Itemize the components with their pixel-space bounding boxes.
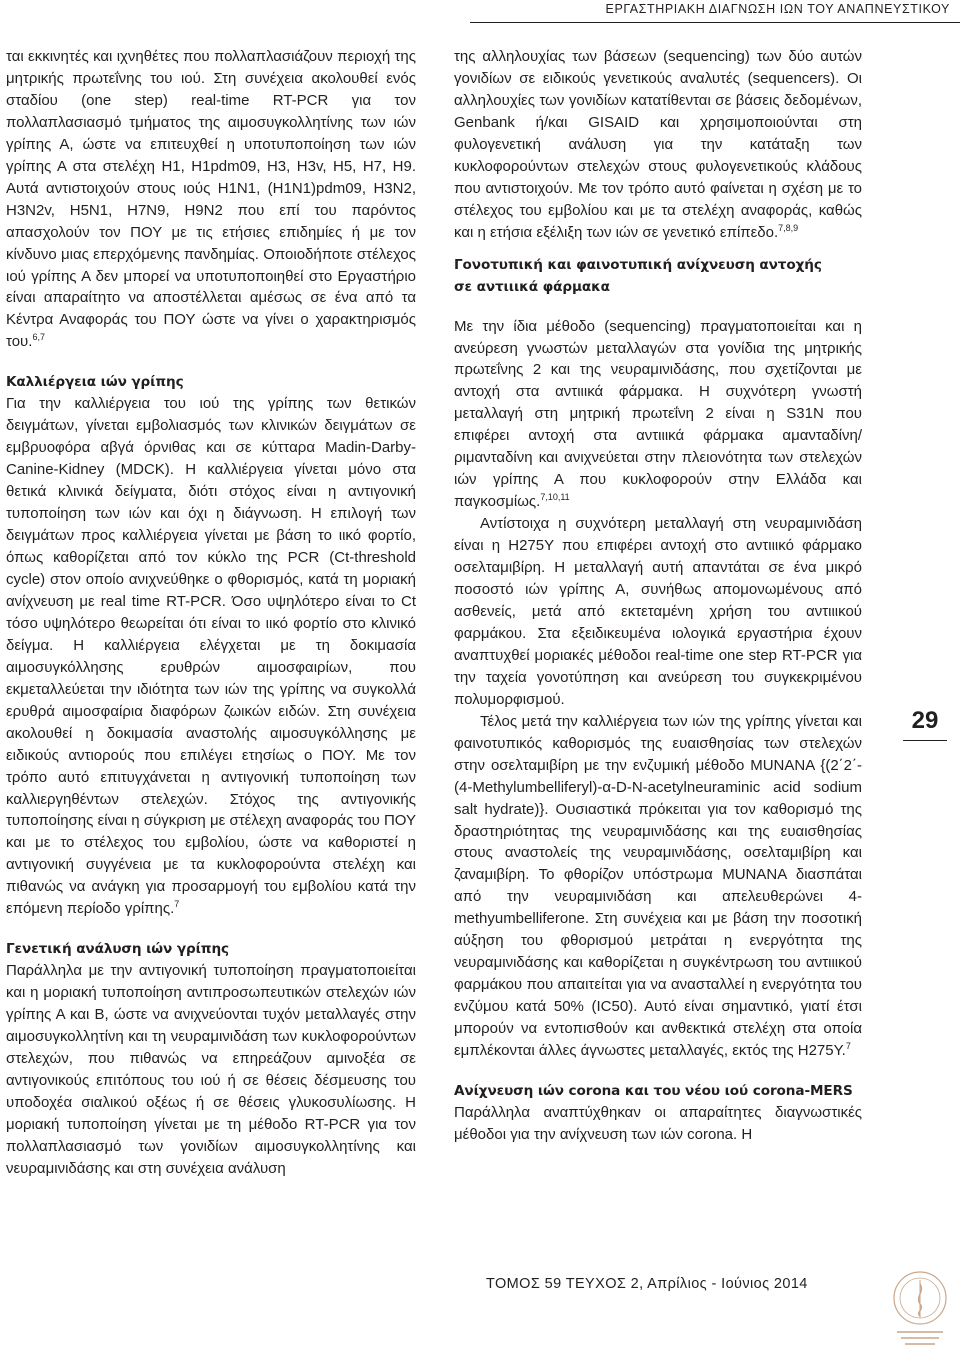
- heading-line: Γονοτυπική και φαινοτυπική ανίχνευση αντοχής: [454, 256, 822, 273]
- paragraph-text: της αλληλουχίας των βάσεων (sequencing) των δύο αυτών γονιδίων σε ειδικούς γενετικούς αναλυτές (sequencers). Οι αλληλουχίες των γονιδίων κατατίθενται σε βάσεις δεδομένων, Genbank ή/και GISAID και χρησιμοποιούνται στη φυλογενετική ανάλυση για την κατάταξη των κυκλοφορούντων στελεχών στους φυλογενετικούς κλάδους που αντιστοιχούν. Με τον τρόπο αυτό φαίνεται η σχέση με το στέλεχος του εμβολίου και με τα στελέχη αναφοράς, καθώς και η ετήσια εξέλιξη των ιών σε γενετικό επίπεδο.: [454, 48, 862, 241]
- running-title: ΕΡΓΑΣΤΗΡΙΑΚΗ ΔΙΑΓΝΩΣΗ ΙΩΝ ΤΟΥ ΑΝΑΠΝΕΥΣΤΙΚΟΥ: [470, 0, 960, 22]
- paragraph-text: Για την καλλιέργεια του ιού της γρίπης των θετικών δειγμάτων, γίνεται εμβολιασμός των κλινικών δειγμάτων σε εμβρυοφόρα αβγά όρνιθας και σε κύτταρα Madin-Darby-Canine-Kidney (MDCK). Η καλλιέργεια γίνεται μόνο στα θετικά κλινικά δείγματα, διότι στόχος είναι η αντιγονική τυποποίηση των ιών και όχι η διάγνωση. Η επιλογή των δειγμάτων προς καλλιέργεια γίνεται με βάση το ιικό φορτίο, όπως καθορίζεται από τον κύκλο της PCR (Ct-threshold cycle) στον οποίο ανιχνεύθηκε ο φθορισμός, κατά τη μοριακή ανίχνευση με real time RT-PCR. Όσο υψηλότερο είναι το Ct τόσο υψηλότερο θεωρείται ότι είναι το ιικό φορτίο στο κλινικό δείγμα. Η καλλιέργεια ελέγχεται με τη δοκιμασία αιμοσυγκόλλησης ερυθρών αιμοσφαιρίων, που εκμεταλλεύεται την ιδιότητα των ιών της γρίπης να συγκολλά ερυθρά αιμοσφαίρια διαφόρων ζωικών ειδών. Στη συνέχεια ακολουθεί η δοκιμασία αναστολής αιμοσυγκόλλησης με ειδικούς αντιορούς που επιλέγει ετησίως ο ΠΟΥ. Με τον τρόπο αυτό επιτυγχάνεται η αντιγονική τυποποίηση των καλλιεργηθέντων στελεχών. Στόχος της αντιγονικής τυποποίησης είναι η σύγκριση με στέλεχη αναφοράς του ΠΟΥ και με το στέλεχος του εμβολίου, ώστε να καθοριστεί η αντιγονική συγγένεια με τα κυκλοφορούντα στελέχη και πιθανώς να ανάγκη για προσαρμογή του εμβολίου κατά την επόμενη περίοδο γρίπης.: [6, 395, 416, 918]
- reference-number: 6,7: [32, 332, 45, 343]
- section-heading-culture: Καλλιέργεια ιών γρίπης: [6, 374, 184, 391]
- paragraph: [454, 316, 862, 514]
- reference-number: 7,8,9: [778, 222, 799, 233]
- footer-issue: ΤΟΜΟΣ 59 ΤΕΥΧΟΣ 2, Απρίλιος - Ιούνιος 2014: [486, 1276, 808, 1292]
- left-column: [6, 46, 416, 1180]
- paragraph: [454, 46, 862, 244]
- paragraph: [6, 393, 416, 920]
- heading-line: σε αντιιικά φάρμακα: [454, 278, 610, 295]
- paragraph: Παράλληλα αναπτύχθηκαν οι απαραίτητες διαγνωστικές μέθοδοι για την ανίχνευση των ιών corona. Η: [454, 1103, 862, 1143]
- paragraph-text: ται εκκινητές και ιχνηθέτες που πολλαπλασιάζουν περιοχή της μητρικής πρωτεΐνης του ιού. Στη συνέχεια ακολουθεί ενός σταδίου (one step) real-time RT-PCR για τον πολλαπλασιασμό τμήματος της αιμοσυγκολλητίνης των ιών γρίπης Α, ώστε να επιτευχθεί η υποτυποποίηση των ιών γρίπης Α στα στελέχη Η1, H1pdm09, Η3, Η3v, Η5, Η7, Η9. Αυτά αντιστοιχούν στους ιούς Η1Ν1, (Η1Ν1)pdm09, Η3Ν2, Η3Ν2v, Η5Ν1, Η7Ν9, Η9Ν2 που επί του παρόντος απασχολούν τον ΠΟΥ με τις ετήσιες επιδημίες ή με τον κίνδυνο μιας επερχόμενης πανδημίας. Οποιοδήποτε στέλεχος ιού γρίπης Α δεν μπορεί να υποτυποποιηθεί στο Εργαστήριο είναι απαραίτητο να αποστέλλεται αμέσως σε ένα από τα Κέντρα Αναφοράς του ΠΟΥ ώστε να γίνει ο χαρακτηρισμός του.: [6, 48, 416, 351]
- paragraph-text: Τέλος μετά την καλλιέργεια των ιών της γρίπης γίνεται και φαινοτυπικός καθορισμός της ευαισθησίας των στελεχών στην οσελταμιβίρη με την ενζυμική μέθοδο MUNANA {(2΄2΄-(4-Methylumbelliferyl)-α-D-N-acetylneuraminic acid sodium salt hydrate)}. Ουσιαστικά πρόκειται για τον καθορισμό της δραστηριότητας της νευραμινιδάσης και της ευαισθησίας στους αναστολείς της νευραμινιδάσης, οσελταμιβίρη και ζαναμιβίρη. Το φθορίζον υπόστρωμα MUNANA διασπάται από την νευραμινιδάση και απελευθερώνει 4-methyumbelliferone. Στη συνέχεια και με βάση την ποσοτική αύξηση του φθορισμού μετράται η ενεργότητα της νευραμινιδάσης και καθορίζεται η συγκέντρωση του αντιιικού φαρμάκου που απαιτείται για να ανασταλλεί η ενεργότητα του ενζύμου κατά 50% (IC50). Αυτό είναι σημαντικό, γιατί έτσι μπορούν να εντοπισθούν και ανθεκτικά στελέχη στα οποία εμπλέκονται άλλες άγνωστες μεταλλαγές, εκτός της H275Y.: [454, 712, 862, 1060]
- society-logo-icon: [885, 1266, 955, 1356]
- section-heading-genetic: Γενετική ανάλυση ιών γρίπης: [6, 941, 229, 958]
- paragraph-text: Με την ίδια μέθοδο (sequencing) πραγματοποιείται και η ανεύρεση γνωστών μεταλλαγών στα γονίδια της μητρικής πρωτεΐνης 2 και της νευραμινιδάσης, που σχετίζονται με αντοχή στα αντιιικά φάρμακα. Η συχνότερη γνωστή μεταλλαγή στη μητρική πρωτεΐνη 2 είναι η S31N που επιφέρει αντοχή στα αντιιικά φάρμακα αμανταδίνη/ριμανταδίνη και ανιχνεύεται στην πλειονότητα των στελεχών ιών γρίπης Α που κυκλοφορούν στην Ελλάδα και παγκοσμίως.: [454, 317, 862, 511]
- reference-number: 7: [845, 1041, 851, 1052]
- section-heading-corona: Ανίχνευση ιών corona και του νέου ιού corona-MERS: [454, 1082, 853, 1099]
- paragraph: [454, 711, 862, 1062]
- paragraph: Αντίστοιχα η συχνότερη μεταλλαγή στη νευραμινιδάση είναι η H275Y που επιφέρει αντοχή στο αντιιικό φάρμακο οσελταμιβίρη. Η μεταλλαγή αυτή απαντάται σε ένα μικρό ποσοστό ιών γρίπης Α, συνήθως απομονωμένους από ασθενείς, μετά από εκτεταμένη χρήση του αντιιικού φαρμάκου. Στα εξειδικευμένα ιολογικά εργαστήρια έχουν αναπτυχθεί μοριακές μέθοδοι real-time one step RT-PCR για την ταχεία γονοτύπηση και ανεύρεση του συγκεκριμένου πολυμορφισμού.: [454, 515, 862, 708]
- paragraph: Παράλληλα με την αντιγονική τυποποίηση πραγματοποιείται και η μοριακή τυποποίηση αντιπροσωπευτικών στελεχών ιών γρίπης Α και Β, ώστε να ανιχνεύονται τυχόν μεταλλαγές στην αιμοσυγκολλητίνη και τη νευραμινιδάση των κυκλοφορούντων στελεχών, που πιθανώς να επηρεάζουν αμινοξέα σε αντιγονικούς επιτόπους του ιού ή σε θέσεις δέσμευσης του υποδοχέα σιαλικού οξέως ή σε θέσεις γλυκοσυλίωσης. Η μοριακή τυποποίηση γίνεται με τη μέθοδο RT-PCR για τον πολλαπλασιασμό των γονιδίων αιμοσυγκολλητίνης και νευραμινιδάσης και στη συνέχεια ανάλυση: [6, 962, 416, 1177]
- page-number: 29: [903, 706, 947, 736]
- reference-number: 7,10,11: [540, 492, 570, 503]
- section-heading-resistance: [454, 254, 862, 298]
- right-column: [454, 46, 862, 1146]
- reference-number: 7: [174, 899, 180, 910]
- paragraph: [6, 46, 416, 353]
